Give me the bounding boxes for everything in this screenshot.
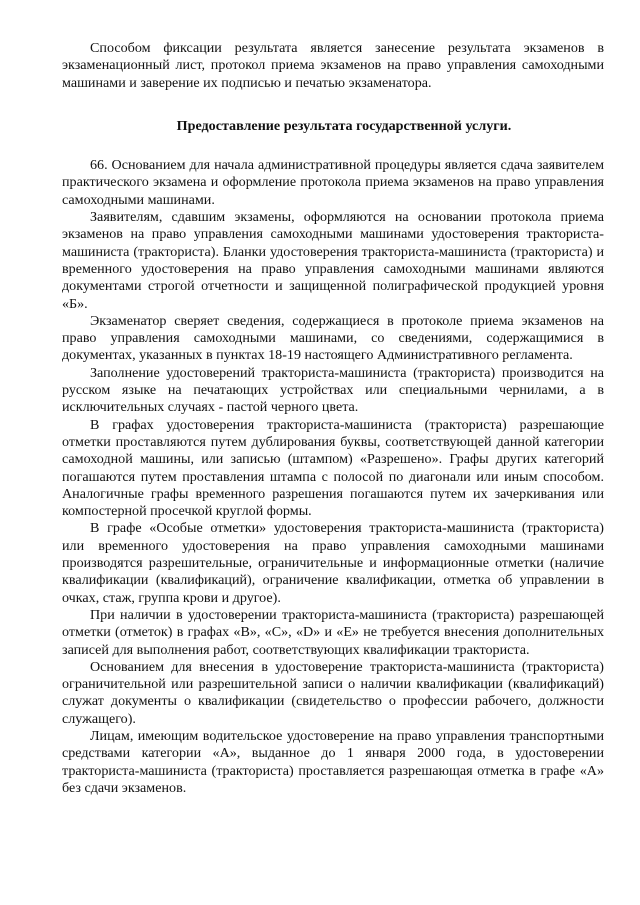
paragraph-filling: Заполнение удостоверений тракториста-машиниста (тракториста) производится на русском языке на печатающих устройствах или специальными чернилами, а в исключительных случаях - пастой черного цвета.	[62, 364, 604, 416]
intro-paragraph: Способом фиксации результата является занесение результата экзаменов в экзаменационный лист, протокол приема экзаменов на право управления самоходными машинами и заверение их подписью и печатью экзаменатора.	[62, 40, 604, 91]
paragraph-examiner: Экзаменатор сверяет сведения, содержащиеся в протоколе приема экзаменов на право управления самоходными машинами, со сведениями, содержащимися в документах, указанных в пунктах 18-19 настоящего Административного регламента.	[62, 312, 604, 364]
paragraph-applicants: Заявителям, сдавшим экзамены, оформляются на основании протокола приема экзаменов на право управления самоходными машинами удостоверения тракториста-машиниста (тракториста). Бланки удостоверения тракториста-машиниста (тракториста) и временного удостоверения на право управления самоходными машинами являются документами строгой отчетности и защищенной полиграфической продукцией уровня «Б».	[62, 209, 604, 312]
paragraph-basis: Основанием для внесения в удостоверение тракториста-машиниста (тракториста) ограничительной или разрешительной записи о наличии квалификации (квалификаций) служат документы о квалификации (свидетельство о профессии рабочего, должности служащего).	[62, 658, 604, 727]
paragraph-special-marks: В графе «Особые отметки» удостоверения тракториста-машиниста (тракториста) или временного удостоверения на право управления самоходными машинами производятся разрешительные, ограничительные и информационные отметки (наличие квалификации (квалификаций), ограничение квалификации, отметка об управлении в очках, стаж, группа крови и другое).	[62, 520, 604, 606]
section-heading: Предоставление результата государственной услуги.	[176, 117, 512, 134]
paragraph-66: 66. Основанием для начала административной процедуры является сдача заявителем практического экзамена и оформление протокола приема экзаменов на право управления самоходными машинами.	[62, 157, 604, 208]
paragraph-categories: При наличии в удостоверении тракториста-машиниста (тракториста) разрешающей отметки (отметок) в графах «В», «С», «D» и «Е» не требуется внесения дополнительных записей для выполнения работ, соответствующих квалификации тракториста.	[62, 606, 604, 658]
paragraph-columns: В графах удостоверения тракториста-машиниста (тракториста) разрешающие отметки проставляются путем дублирования буквы, соответствующей данной категории самоходной машины, или записью (штампом) «Разрешено». Графы других категорий погашаются путем проставления штампа с полосой по диагонали или иным способом. Аналогичные графы временного разрешения погашаются путем их зачеркивания или компостерной просечкой круглой формы.	[62, 416, 604, 520]
paragraph-category-a: Лицам, имеющим водительское удостоверение на право управления транспортными средствами категории «А», выданное до 1 января 2000 года, в удостоверении тракториста-машиниста (тракториста) проставляется разрешающая отметка в графе «А» без сдачи экзаменов.	[62, 727, 604, 796]
